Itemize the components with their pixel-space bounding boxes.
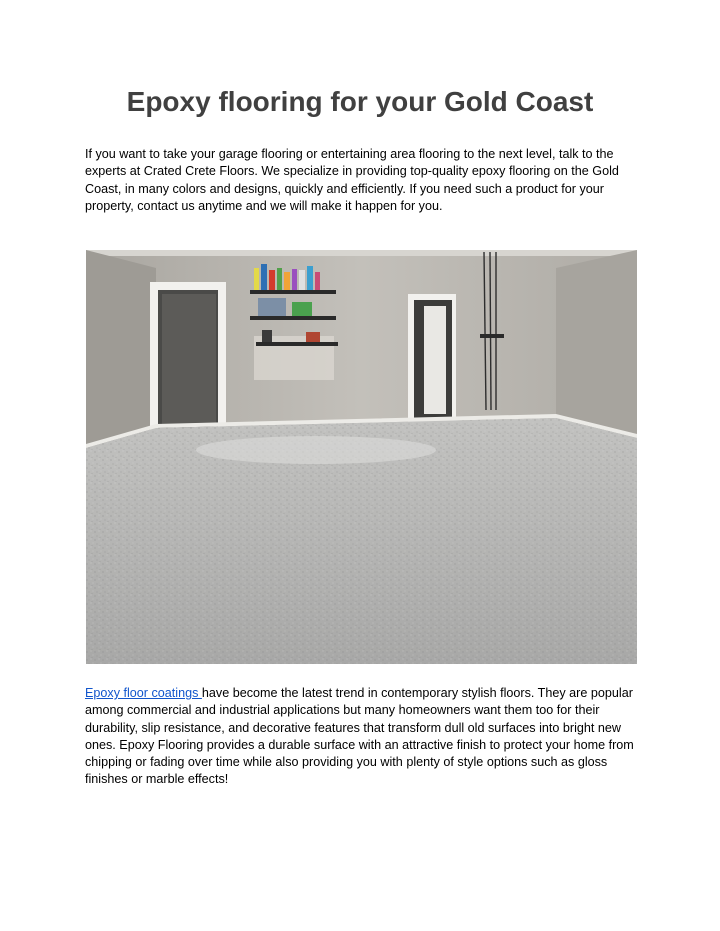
page-title: Epoxy flooring for your Gold Coast <box>126 86 594 117</box>
intro-paragraph: If you want to take your garage flooring or entertaining area flooring to the next level, talk to the experts at Crated Crete Floors. We specialize in providing top-quality epoxy flooring on the Gold Coast, in many colors and designs, quickly and efficiently. If you need such a product for your property, contact us anytime and we will make it happen for you. <box>85 147 619 213</box>
body-paragraph-text: have become the latest trend in contemporary stylish floors. They are popular among commercial and industrial applications but many homeowners want them too for their durability, slip resistance, and decorative features that transform dull old surfaces into bright new ones. Epoxy Flooring provides a durable surface with an attractive finish to protect your home from chipping or fading over time while also providing you with plenty of style options such as gloss finishes or marble effects! <box>85 686 634 787</box>
epoxy-floor-coatings-link[interactable]: Epoxy floor coatings <box>85 686 202 700</box>
garage-epoxy-floor-photo <box>86 250 637 664</box>
body-paragraph <box>85 685 637 789</box>
